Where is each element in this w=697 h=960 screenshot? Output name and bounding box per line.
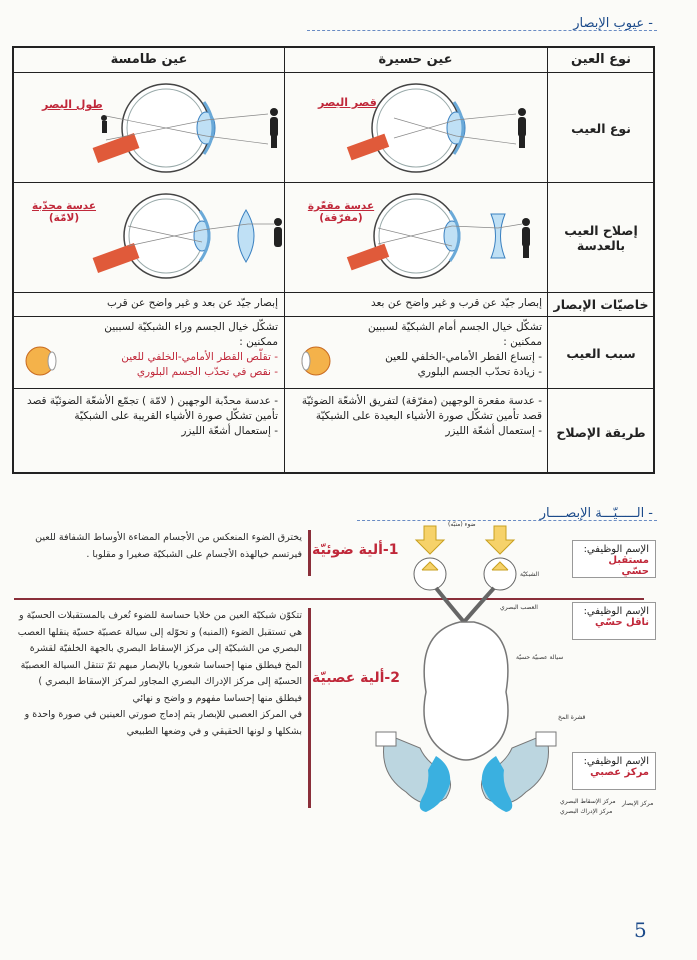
hyperopia-method: [16, 392, 282, 441]
function-box-conductor: [572, 602, 656, 640]
myopia-method-1: - عدسة مقعرة الوجهين (مفرّقة) لتفريق الأشعّة الضوئيّة قصد تأمين تشكّل صورة الأشياء البعيدة على الشبكيّة: [301, 395, 542, 422]
row-label-correction: إصلاح العيب بالعدسة: [564, 223, 638, 253]
header-hyperopic-eye: عين طامسة: [110, 52, 188, 67]
convex-lens-title: عدسة محدّبة: [31, 200, 97, 212]
diagram-label-nerve-signal: سيالة عصبيّة حسيّة: [516, 654, 564, 661]
row-divider: [14, 316, 653, 317]
row-label-cause: سبب العيب: [566, 345, 636, 361]
function-box-center: [572, 752, 656, 790]
function-box-receptor: [572, 540, 656, 578]
mechanism2-text-block: [16, 608, 311, 808]
hyperopia-cause-1: - تقلّص القطر الأمامي-الخلفي للعين: [121, 351, 278, 363]
column-divider: [284, 48, 285, 472]
convex-lens-label: [28, 200, 100, 224]
myopia-eyeball-icon: [294, 344, 338, 378]
row-label-properties: خاصيّات الإبصار: [553, 297, 649, 312]
myopia-method: [286, 392, 546, 441]
concave-lens-sub: (مفرّقة): [319, 212, 363, 224]
header-eye-type: نوع العين: [570, 52, 632, 67]
concave-lens-title: عدسة مقعّرة: [307, 200, 375, 212]
hyperopia-cause: [66, 318, 282, 382]
hyperopia-cause-intro: تشكّل خيال الجسم وراء الشبكيّة لسببين ممكنين :: [104, 321, 278, 348]
hyperopia-eye-diagram: [16, 74, 282, 182]
diagram-label-cortex: قشرة المخ: [558, 714, 586, 721]
diagram-label-retina: الشبكيّة: [520, 571, 539, 578]
convex-lens-sub: (لامّة): [48, 212, 80, 224]
title-underline: [307, 30, 657, 31]
mechanism1-text-block: [16, 530, 311, 576]
function-value-center: مركز عصبي: [590, 767, 649, 778]
myopia-cause: [344, 318, 546, 382]
diagram-label-light: ضوء (منبّه): [448, 521, 476, 528]
myopia-properties: إبصار جيّد عن قرب و غير واضح عن بعد: [370, 297, 542, 309]
hyperopia-properties: إبصار جيّد عن بعد و غير واضح عن قرب: [106, 297, 278, 309]
hyperopia-label: طول البصر: [42, 98, 103, 111]
mechanism1-title: 1-ألية ضوئيّة: [312, 542, 399, 558]
mechanism2-text2: في المركز العصبي للإبصار يتم إدماج صورتي العينين في صورة واحدة و بشكلها و لونها الحقيقي و في وضعها الطبيعي: [24, 709, 302, 737]
row-divider: [14, 72, 653, 73]
mechanism2-title: 2-ألية عصبيّة: [312, 670, 400, 686]
myopia-method-2: - إستعمال أشعّة الليزر: [445, 425, 542, 437]
function-label: الإسم الوظيفي:: [583, 756, 649, 767]
page-number: 5: [634, 918, 647, 942]
row-label-defect: نوع العيب: [571, 120, 631, 136]
hyperopia-eyeball-icon: [20, 344, 64, 378]
function-value-conductor: ناقل حسّي: [595, 617, 649, 628]
hyperopia-method-1: - عدسة محدّبة الوجهين ( لامّة ) تجمّع الأشعّة الضوئيّة قصد تأمين تشكّل صورة الأشياء القريبة على الشبكيّة: [26, 395, 278, 422]
function-label: الإسم الوظيفي:: [583, 606, 649, 617]
function-label: الإسم الوظيفي:: [583, 544, 649, 555]
diagram-label-optic-nerve: العصب البصري: [500, 604, 538, 611]
section-title-vision-mechanism: - الـــــيّـــة الإبصــــار: [539, 506, 653, 521]
concave-lens-label: [306, 200, 376, 224]
hyperopia-method-2: - إستعمال أشعّة الليزر: [181, 425, 278, 437]
vision-defects-table: [12, 46, 655, 474]
myopia-eye-diagram: [286, 74, 546, 182]
myopia-cause-intro: تشكّل خيال الجسم أمام الشبكيّة لسببين ممكنين :: [367, 321, 542, 348]
function-value-receptor: مستقبل حسّي: [608, 555, 649, 577]
visual-pathway-diagram: [356, 522, 586, 832]
hyperopia-cause-2: - نقص في تحدّب الجسم البلوري: [136, 366, 278, 378]
title-underline: [357, 520, 657, 521]
row-label-method: طريقة الإصلاح: [556, 424, 646, 440]
row-divider: [14, 182, 653, 183]
myopia-label: قصر البصر: [318, 96, 377, 109]
diagram-label-vision-center: مركز الإبصار: [622, 800, 654, 807]
row-divider: [14, 388, 653, 389]
mechanism2-text: تتكوّن شبكيّة العين من خلايا حساسة للضوء تُعرف بالمستقبلات الحسيّة و هي تستقبل الضوء (المنبه) و تحوّله إلى سيالة عصبيّة حسيّة ينقلها العصب البصري من الشبكيّة إلى مركز الإسقاط البصري بالجهة الخلفيّة لقشرة المخ فيطلق منها إحساسا شعوريا بالإبصار مبهم ثمّ تنتقل السيالة العصبيّة الحسيّة إلى مركز الإدراك البصري المجاور لمركز الإسقاط البصري ) فيطلق منها إحساسا مفهوم و واضح و نهائي: [17, 610, 302, 704]
myopia-cause-1: - إتساع القطر الأمامي-الخلفي للعين: [385, 351, 542, 363]
myopia-cause-2: - زيادة تحدّب الجسم البلوري: [417, 366, 542, 378]
header-myopic-eye: عين حسيرة: [378, 52, 453, 67]
diagram-label-projection-center: مركز الإسقاط البصري: [560, 798, 616, 805]
section-title-vision-defects: - عيوب الإبصار: [573, 16, 653, 31]
diagram-label-perception-center: مركز الإدراك البصري: [560, 808, 613, 815]
mechanism1-text: يخترق الضوء المنعكس من الأجسام المضاءة الأوساط الشفافة للعين فيرتسم خيالهذه الأجسام على الشبكيّة صغيرا و مقلوبا .: [35, 532, 302, 560]
